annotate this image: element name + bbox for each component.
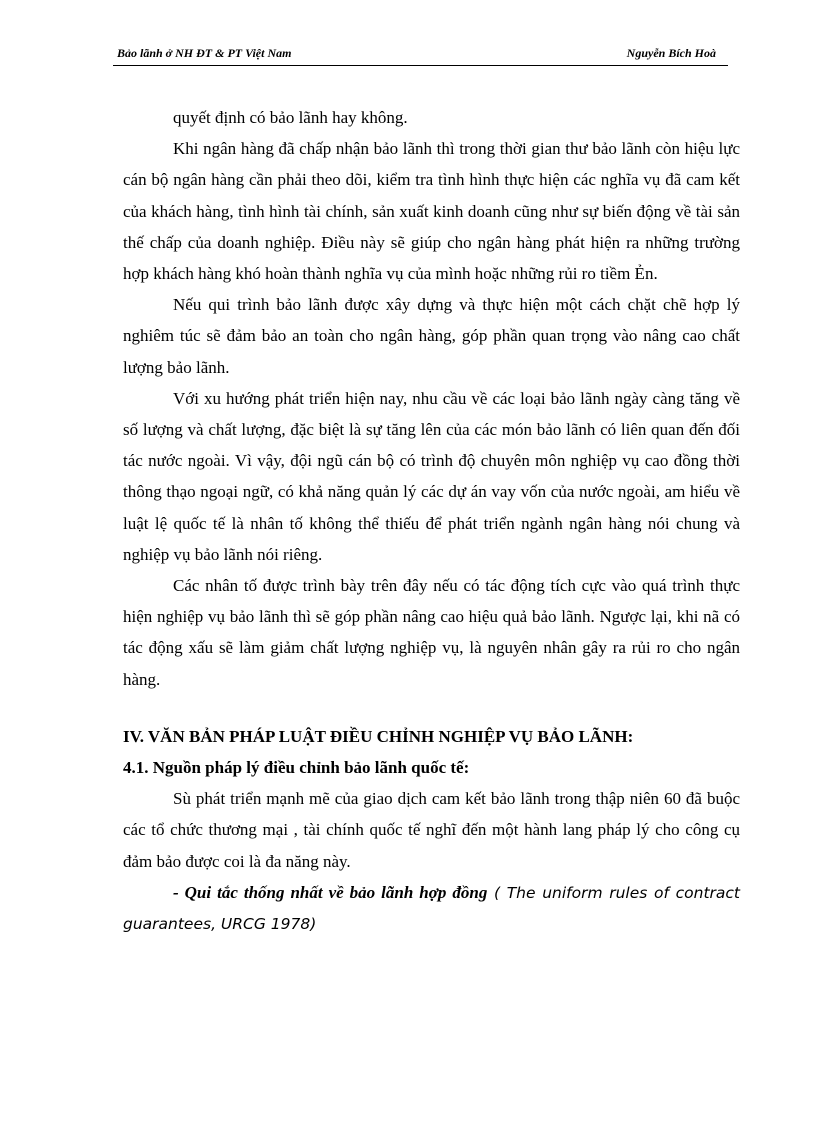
rule-subtitle: ( The uniform rules of contract guarantees, URCG 1978) bbox=[123, 883, 741, 934]
paragraph-3: Với xu hướng phát triển hiện nay, nhu cầu về các loại bảo lãnh ngày càng tăng về số lượng và chất lượng, đặc biệt là sự tăng lên của các món bảo lãnh có liên quan đến đối tác nước ngoài. Vì vậy, đội ngũ cán bộ có trình độ chuyên môn nghiệp vụ cao đồng thời thông thạo ngoại ngữ, có khả năng quản lý các dự án vay vốn của nước ngoài, am hiểu về luật lệ quốc tế là nhân tố không thể thiếu để phát triển ngành ngân hàng nói chung và nghiệp vụ bảo lãnh nói riêng. bbox=[123, 388, 740, 564]
paragraph-5: Sù phát triển mạnh mẽ của giao dịch cam kết bảo lãnh trong thập niên 60 đã buộc các tổ chức thương mại , tài chính quốc tế nghĩ đến một hành lang pháp lý cho công cụ đảm bảo được coi là đa năng này. bbox=[123, 789, 740, 871]
document-body bbox=[123, 102, 740, 940]
header-author: Nguyễn Bích Hoà bbox=[626, 46, 716, 60]
subsection-heading: 4.1. Nguồn pháp lý điều chỉnh bảo lãnh quốc tế: bbox=[123, 758, 470, 778]
paragraph-4: Các nhân tố được trình bày trên đây nếu có tác động tích cực vào quá trình thực hiện nghiệp vụ bảo lãnh thì sẽ góp phần nâng cao hiệu quả bảo lãnh. Ngược lại, khi nã có tác động xấu sẽ làm giảm chất lượng nghiệp vụ, là nguyên nhân gây ra rủi ro cho ngân hàng. bbox=[123, 576, 740, 689]
section-heading: IV. VĂN BẢN PHÁP LUẬT ĐIỀU CHỈNH NGHIỆP VỤ BẢO LÃNH: bbox=[123, 726, 634, 746]
paragraph-0: quyết định có bảo lãnh hay không. bbox=[173, 108, 408, 127]
page-header bbox=[113, 43, 728, 66]
paragraph-1: Khi ngân hàng đã chấp nhận bảo lãnh thì trong thời gian thư bảo lãnh còn hiệu lực cán bộ ngân hàng cần phải theo dõi, kiểm tra tình hình thực hiện các nghĩa vụ đã cam kết của khách hàng, tình hình tài chính, sản xuất kinh doanh cũng như sự biến động về tài sản thế chấp của doanh nghiệp. Điều này sẽ giúp cho ngân hàng phát hiện ra những trường hợp khách hàng khó hoàn thành nghĩa vụ của mình hoặc những rủi ro tiềm Ẻn. bbox=[123, 139, 740, 284]
header-title: Bảo lãnh ở NH ĐT & PT Việt Nam bbox=[117, 46, 292, 60]
rule-title: - Qui tắc thống nhất về bảo lãnh hợp đồng bbox=[173, 882, 488, 902]
paragraph-6 bbox=[123, 877, 740, 940]
paragraph-2: Nếu qui trình bảo lãnh được xây dựng và thực hiện một cách chặt chẽ hợp lý nghiêm túc sẽ đảm bảo an toàn cho ngân hàng, góp phần quan trọng vào nâng cao chất lượng bảo lãnh. bbox=[123, 295, 740, 377]
